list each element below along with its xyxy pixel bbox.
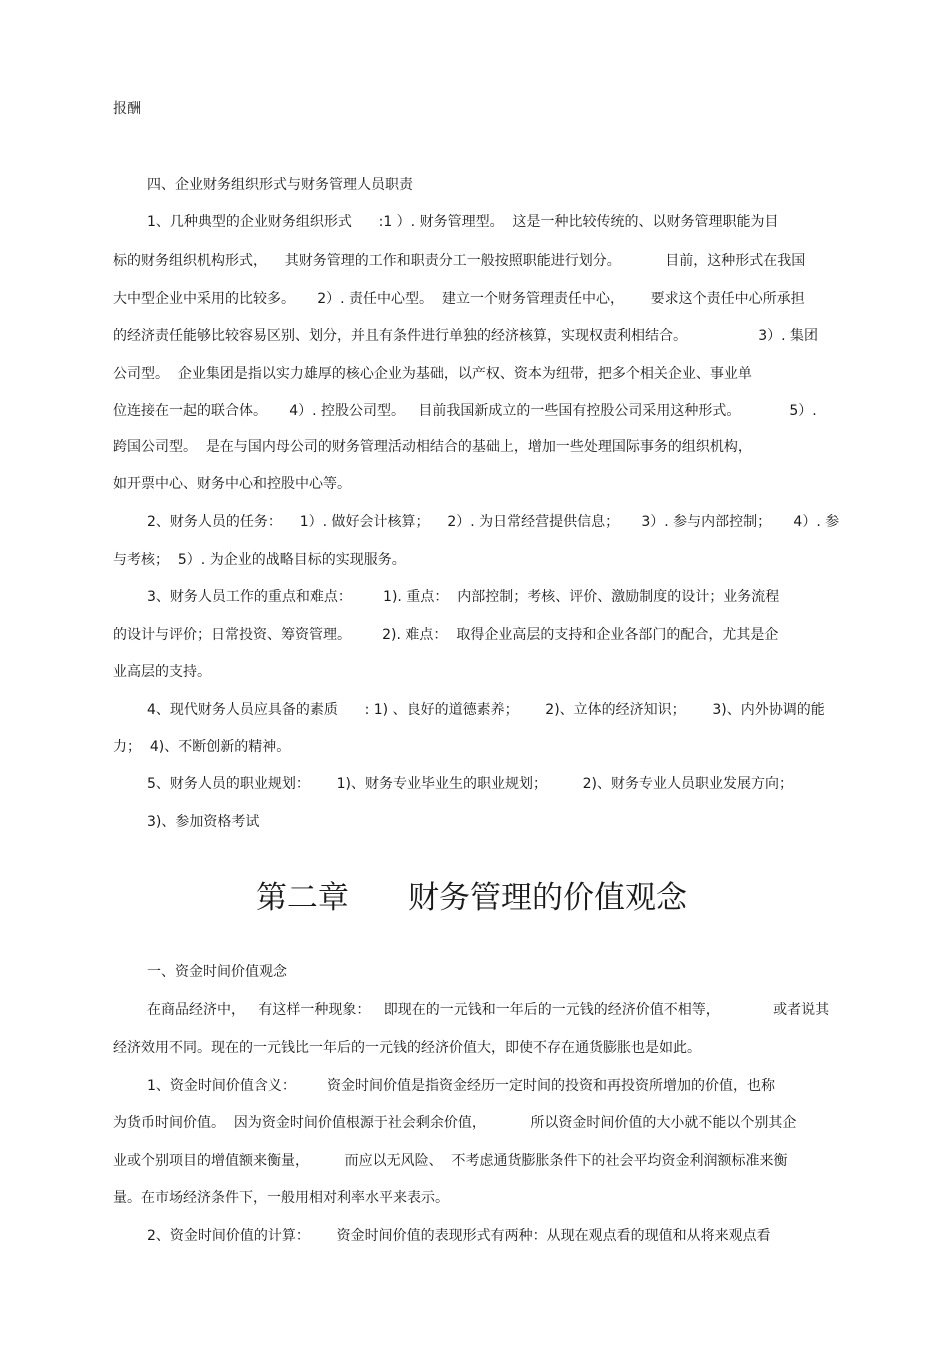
chapter-title: 第二章 财务管理的价值观念	[255, 880, 688, 916]
section4-item3-line: 的设计与评价；日常投资、筹资管理。 2). 难点： 取得企业高层的支持和企业各部门的配合，尤其是企	[113, 627, 779, 643]
section4-item2-line: 2、财务人员的任务： 1）. 做好会计核算； 2）. 为日常经营提供信息； 3）. 参与内部控制； 4）. 参	[147, 514, 840, 530]
chapter2-heading: 一、资金时间价值观念	[147, 964, 287, 980]
chapter2-intro-line: 在商品经济中， 有这样一种现象： 即现在的一元钱和一年后的一元钱的经济价值不相等， 或者说其	[147, 1002, 830, 1018]
chapter2-point1-line: 为货币时间价值。 因为资金时间价值根源于社会剩余价值， 所以资金时间价值的大小就不能以个别其企	[113, 1115, 797, 1131]
chapter2-intro-line: 经济效用不同。现在的一元钱比一年后的一元钱的经济价值大，即使不存在通货膨胀也是如此。	[113, 1040, 701, 1056]
section4-item1-line: 1、几种典型的企业财务组织形式 :1 ）. 财务管理型。 这是一种比较传统的、以财务管理职能为目	[147, 214, 779, 230]
section4-item1-line: 公司型。 企业集团是指以实力雄厚的核心企业为基础，以产权、资本为纽带，把多个相关企业、事业单	[113, 366, 752, 382]
section4-item1-line: 的经济责任能够比较容易区别、划分，并且有条件进行单独的经济核算，实现权责利相结合。 3）. 集团	[113, 328, 819, 344]
section4-item1-line: 跨国公司型。 是在与国内母公司的财务管理活动相结合的基础上，增加一些处理国际事务的组织机构，	[113, 439, 752, 455]
section4-item5-line: 5、财务人员的职业规划： 1)、财务专业毕业生的职业规划； 2)、财务专业人员职业发展方向；	[147, 776, 793, 792]
section4-item1-line: 如开票中心、财务中心和控股中心等。	[113, 476, 351, 492]
section4-item3-line: 业高层的支持。	[113, 664, 211, 680]
section4-item5-line: 3)、参加资格考试	[147, 814, 260, 830]
chapter2-point1-line: 业或个别项目的增值额来衡量， 而应以无风险、 不考虑通货膨胀条件下的社会平均资金利润额标准来衡	[113, 1153, 788, 1169]
section4-item1-line: 标的财务组织机构形式， 其财务管理的工作和职责分工一般按照职能进行划分。 目前，这种形式在我国	[113, 253, 806, 269]
section4-item2-line: 与考核； 5）. 为企业的战略目标的实现服务。	[113, 552, 406, 568]
chapter2-point1-line: 1、资金时间价值含义： 资金时间价值是指资金经历一定时间的投资和再投资所增加的价值，也称	[147, 1078, 776, 1094]
chapter2-point2-line: 2、资金时间价值的计算： 资金时间价值的表现形式有两种：从现在观点看的现值和从将来观点看	[147, 1228, 771, 1244]
section4-item3-line: 3、财务人员工作的重点和难点： 1). 重点： 内部控制；考核、评价、激励制度的设计；业务流程	[147, 589, 780, 605]
page-top-fragment: 报酬	[113, 101, 141, 117]
chapter2-point1-line: 量。在市场经济条件下，一般用相对利率水平来表示。	[113, 1190, 449, 1206]
section4-item1-line: 大中型企业中采用的比较多。 2）. 责任中心型。 建立一个财务管理责任中心， 要求这个责任中心所承担	[113, 291, 805, 307]
section4-item4-line: 4、现代财务人员应具备的素质 : 1) 、良好的道德素养； 2)、立体的经济知识； 3)、内外协调的能	[147, 702, 825, 718]
section4-item4-line: 力； 4)、不断创新的精神。	[113, 739, 291, 755]
section4-heading: 四、企业财务组织形式与财务管理人员职责	[147, 177, 413, 193]
section4-item1-line: 位连接在一起的联合体。 4）. 控股公司型。 目前我国新成立的一些国有控股公司采用这种形式。 5）.	[113, 403, 817, 419]
